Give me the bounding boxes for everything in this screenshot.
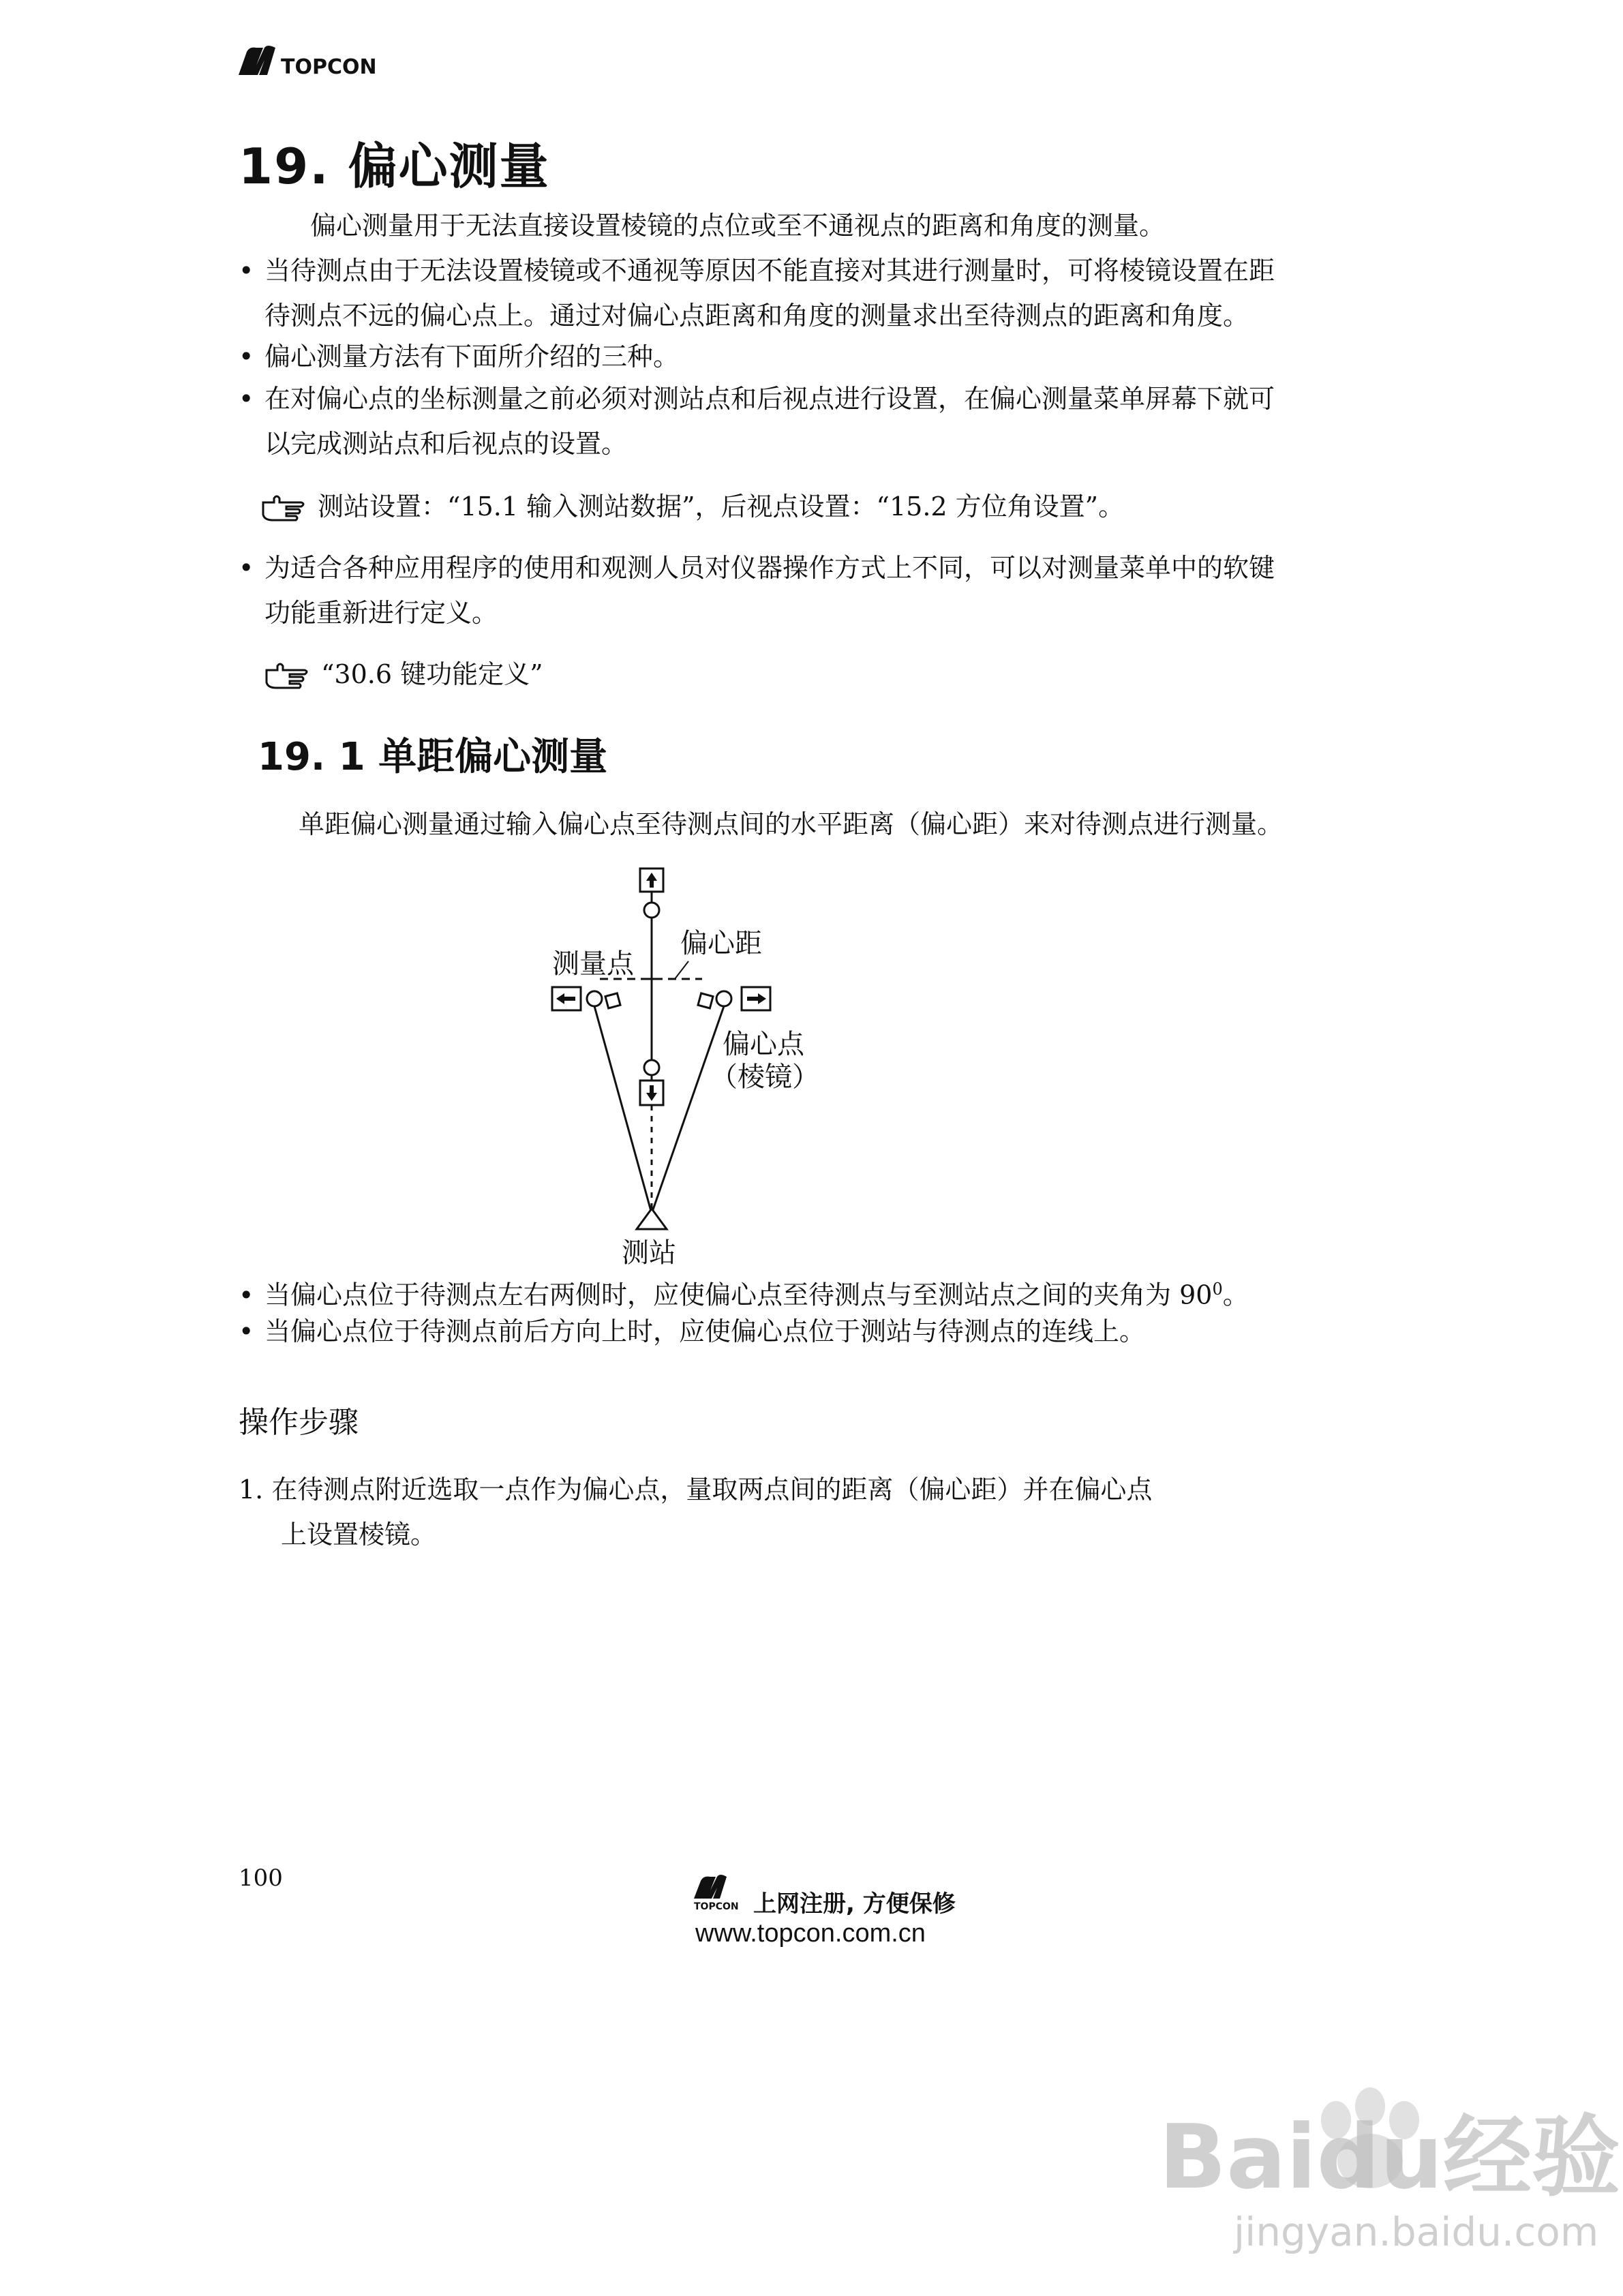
degree-superscript: 0 <box>1212 1280 1223 1299</box>
offset-point-label: 偏心点 <box>723 1029 804 1060</box>
bullet-line: 当偏心点位于待测点前后方向上时，应使偏心点位于测站与待测点的连线上。 <box>264 1316 1146 1346</box>
bullet-line: 偏心测量方法有下面所介绍的三种。 <box>264 342 680 372</box>
step-item <box>239 1467 1152 1557</box>
intro-paragraph: 偏心测量用于无法直接设置棱镜的点位或至不通视点的距离和角度的测量。 <box>310 211 1166 241</box>
page-title: 19. 偏心测量 <box>239 138 550 195</box>
bullet-item <box>239 376 1275 466</box>
reference-text: “30.6 键功能定义” <box>321 659 543 689</box>
step-line: 上设置棱镜。 <box>281 1520 437 1550</box>
topcon-logo-text: TOPCON <box>281 55 377 79</box>
reference-note <box>259 485 1124 524</box>
subsection-intro: 单距偏心测量通过输入偏心点至待测点间的水平距离（偏心距）来对待测点进行测量。 <box>299 809 1284 839</box>
watermark-brand: Baidu经验 <box>1159 2105 1620 2209</box>
back-offset-point <box>644 1060 659 1075</box>
watermark-url: jingyan.baidu.com <box>1234 2209 1599 2255</box>
front-offset-point <box>644 903 659 918</box>
bullet-line: 在对偏心点的坐标测量之前必须对测站点和后视点进行设置，在偏心测量菜单屏幕下就可 <box>264 384 1275 414</box>
station-triangle-icon <box>637 1209 667 1229</box>
left-offset-point <box>587 991 602 1006</box>
station-label: 测站 <box>622 1237 676 1265</box>
bullet-line-end: 。 <box>1222 1280 1249 1310</box>
footer-slogan: 上网注册, 方便保修 <box>753 1890 956 1918</box>
bullet-item <box>239 1309 1145 1354</box>
arrow-right-icon <box>742 987 770 1010</box>
reference-text: 测站设置：“15.1 输入测站数据”，后视点设置：“15.2 方位角设置”。 <box>318 492 1125 522</box>
bullet-item <box>239 248 1275 338</box>
step-line: 1. 在待测点附近选取一点作为偏心点，量取两点间的距离（偏心距）并在偏心点 <box>239 1475 1153 1505</box>
pointing-hand-icon <box>259 494 308 524</box>
footer-url: www.topcon.com.cn <box>695 1919 926 1948</box>
bullet-item <box>239 334 679 379</box>
offset-distance-label: 偏心距 <box>680 928 762 959</box>
target-point-label: 测量点 <box>552 948 634 980</box>
bullet-line: 当待测点由于无法设置棱镜或不通视等原因不能直接对其进行测量时，可将棱镜设置在距 <box>264 256 1275 286</box>
bullet-line: 当偏心点位于待测点左右两侧时，应使偏心点至待测点与至测站点之间的夹角为 90 <box>264 1280 1213 1310</box>
arrow-left-icon <box>552 987 581 1010</box>
reference-note <box>262 653 543 692</box>
topcon-logo <box>236 45 379 80</box>
right-offset-point <box>716 991 731 1006</box>
arrow-down-icon <box>640 1081 663 1105</box>
footer-logo-brand: TOPCON <box>694 1901 739 1912</box>
arrow-up-icon <box>640 868 663 892</box>
bullet-line: 待测点不远的偏心点上。通过对偏心点距离和角度的测量求出至待测点的距离和角度。 <box>264 301 1249 331</box>
bullet-line: 以完成测站点和后视点的设置。 <box>264 429 628 459</box>
prism-label: （棱镜） <box>710 1061 819 1093</box>
offset-measurement-diagram <box>532 856 859 1265</box>
page-number: 100 <box>239 1864 283 1892</box>
procedure-title: 操作步骤 <box>239 1405 359 1440</box>
subsection-title: 19. 1 单距偏心测量 <box>258 735 608 779</box>
bullet-line: 功能重新进行定义。 <box>264 598 498 628</box>
bullet-item <box>239 545 1275 635</box>
pointing-hand-icon <box>262 662 312 692</box>
bullet-line: 为适合各种应用程序的使用和观测人员对仪器操作方式上不同，可以对测量菜单中的软键 <box>264 553 1275 583</box>
